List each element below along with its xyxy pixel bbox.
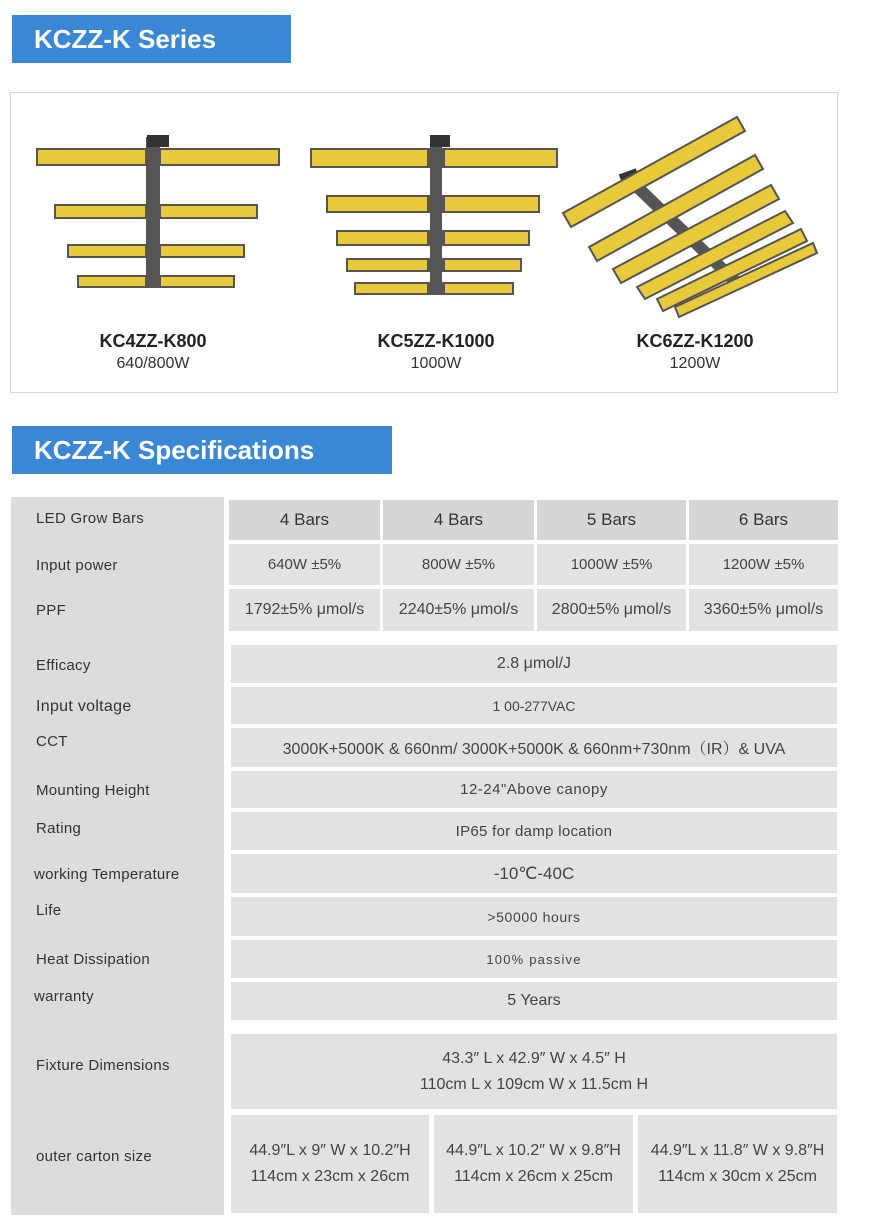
- product-model: KC6ZZ-K1200: [636, 331, 754, 351]
- column-header-bars: 6 Bars: [689, 500, 838, 540]
- product-kc4zz-k800: [21, 93, 285, 392]
- fixture-dimensions-imperial: 43.3″ L x 42.9″ W x 4.5″ H: [442, 1049, 626, 1067]
- cct-value: 3000K+5000K & 660nm/ 3000K+5000K & 660nm+730nm（IR）& UVA: [231, 728, 837, 767]
- input-power-cell: 1000W ±5%: [537, 544, 686, 585]
- row-label-input-power: Input power: [36, 557, 118, 574]
- product-power: 1000W: [410, 355, 462, 372]
- product-model: KC4ZZ-K800: [99, 331, 207, 351]
- heat-dissipation-value: 100% passive: [231, 940, 837, 978]
- row-label-led-grow-bars: LED Grow Bars: [36, 510, 145, 527]
- input-power-cell: 800W ±5%: [383, 544, 534, 585]
- carton-size-metric: 114cm x 23cm x 26cm: [250, 1168, 410, 1185]
- specifications-title-banner: KCZZ-K Specifications: [12, 426, 392, 474]
- carton-size-metric: 114cm x 30cm x 25cm: [658, 1168, 817, 1185]
- products-panel: [10, 92, 838, 393]
- row-label-fixture-dimensions: Fixture Dimensions: [36, 1057, 170, 1074]
- outer-carton-size-cell: [638, 1115, 837, 1213]
- carton-size-imperial: 44.9″L x 10.2″ W x 9.8″H: [446, 1142, 621, 1159]
- grow-light-6-bar-image: [559, 93, 831, 323]
- label-column: [11, 497, 224, 1215]
- row-label-cct: CCT: [36, 733, 68, 750]
- grow-light-4-bar-image: [21, 93, 285, 323]
- row-label-efficacy: Efficacy: [36, 657, 91, 674]
- carton-size-imperial: 44.9″L x 9″ W x 10.2″H: [249, 1142, 411, 1159]
- working-temperature-value: -10℃-40C: [231, 854, 837, 893]
- input-power-cell: 640W ±5%: [229, 544, 380, 585]
- row-label-input-voltage: Input voltage: [36, 698, 132, 715]
- fixture-dimensions-value: [231, 1034, 837, 1109]
- product-power: 640/800W: [116, 355, 190, 372]
- efficacy-value: 2.8 μmol/J: [231, 645, 837, 683]
- ppf-cell: 1792±5% μmol/s: [229, 589, 380, 631]
- input-voltage-value: 1 00-277VAC: [231, 687, 837, 724]
- carton-size-imperial: 44.9″L x 11.8″ W x 9.8″H: [650, 1142, 825, 1159]
- outer-carton-size-cell: [434, 1115, 633, 1213]
- row-label-outer-carton-size: outer carton size: [36, 1148, 152, 1165]
- rating-value: IP65 for damp location: [231, 812, 837, 850]
- series-title-banner: KCZZ-K Series: [12, 15, 291, 63]
- ppf-cell: 2240±5% μmol/s: [383, 589, 534, 631]
- outer-carton-size-cell: [231, 1115, 429, 1213]
- ppf-cell: 3360±5% μmol/s: [689, 589, 838, 631]
- input-power-cell: 1200W ±5%: [689, 544, 838, 585]
- row-label-ppf: PPF: [36, 602, 67, 619]
- column-header-bars: 4 Bars: [229, 500, 380, 540]
- row-label-heat-dissipation: Heat Dissipation: [36, 951, 151, 968]
- mounting-height-value: 12-24"Above canopy: [231, 771, 837, 808]
- fixture-dimensions-metric: 110cm L x 109cm W x 11.5cm H: [419, 1075, 649, 1093]
- row-label-mounting-height: Mounting Height: [36, 782, 150, 799]
- product-kc6zz-k1200: [559, 93, 831, 392]
- life-value: >50000 hours: [231, 897, 837, 936]
- column-header-bars: 4 Bars: [383, 500, 534, 540]
- product-kc5zz-k1000: [305, 93, 567, 392]
- grow-light-5-bar-image: [305, 93, 567, 323]
- warranty-value: 5 Years: [231, 982, 837, 1020]
- row-label-working-temperature: working Temperature: [34, 866, 180, 883]
- product-power: 1200W: [669, 355, 721, 372]
- column-header-bars: 5 Bars: [537, 500, 686, 540]
- row-label-rating: Rating: [36, 820, 82, 837]
- product-model: KC5ZZ-K1000: [377, 331, 495, 351]
- row-label-warranty: warranty: [34, 988, 94, 1005]
- ppf-cell: 2800±5% μmol/s: [537, 589, 686, 631]
- carton-size-metric: 114cm x 26cm x 25cm: [454, 1168, 613, 1185]
- specifications-table: [11, 497, 840, 1215]
- row-label-life: Life: [36, 902, 62, 919]
